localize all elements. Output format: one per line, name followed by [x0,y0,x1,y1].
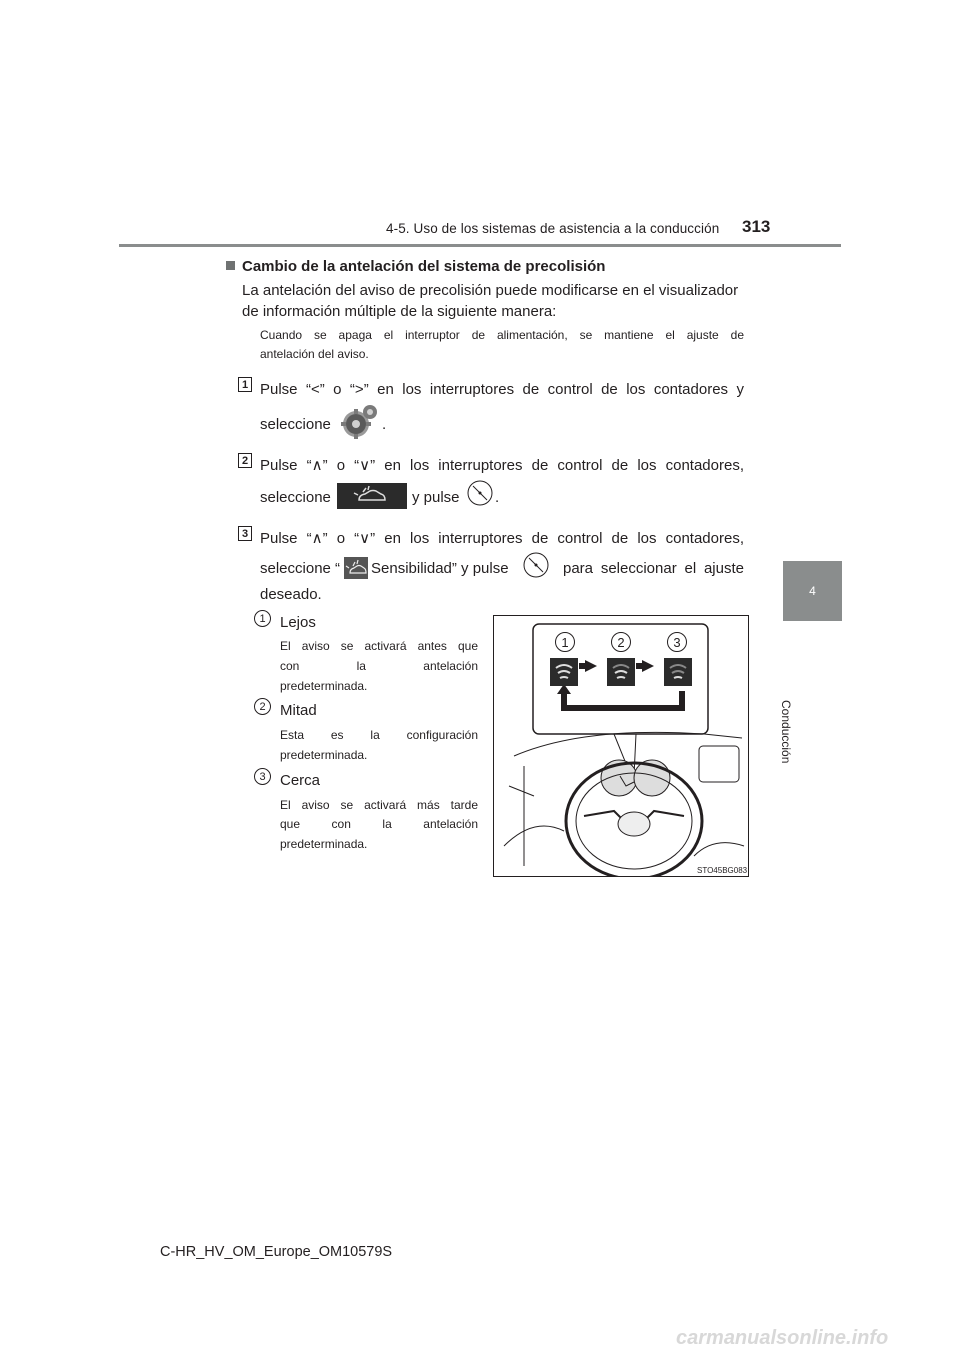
ok-button-icon [523,552,549,583]
watermark: carmanualsonline.info [676,1327,889,1349]
header-rule [119,244,841,247]
section-heading: Cambio de la antelación del sistema de precolisión [226,258,605,275]
settings-gears-icon [340,402,380,440]
step-1-line-1: Pulse “<” o “>” en los interruptores de control de los contadores y [260,381,744,398]
option-1-desc-line-2: con la antelación [280,659,478,673]
intro-line-1: La antelación del aviso de precolisión puede modificarse en el visualizador [242,282,739,299]
step-1-line-2: seleccione [260,416,331,433]
option-3-title: Cerca [280,772,321,789]
ok-button-icon [467,480,493,511]
footer-doc-id: C-HR_HV_OM_Europe_OM10579S [160,1244,393,1260]
option-2-desc-line-2: predeterminada. [280,748,368,762]
step-3-line-2-end: para seleccionar el ajuste [563,560,744,577]
step-number-box: 1 [238,377,252,392]
figure-callout-2: 2 [611,632,631,652]
step-2-period: . [495,489,500,506]
option-3-desc-line-2: que con la antelación [280,817,478,831]
step-number-box: 3 [238,526,252,541]
pcs-sensitivity-icon [344,557,368,579]
option-3-desc-line-3: predeterminada. [280,837,368,851]
figure-dashboard-illustration [493,615,749,877]
intro-line-2: de información múltiple de la siguiente manera: [242,303,557,320]
step-2-and-press: y pulse [412,489,460,506]
step-1-period: . [382,416,387,433]
option-3-desc-line-1: El aviso se activará más tarde [280,798,478,812]
step-3-sensitivity-text: Sensibilidad” y pulse [371,560,509,577]
step-number-box: 2 [238,453,252,468]
chapter-tab [783,561,842,621]
chapter-label: Conducción [779,700,793,764]
option-number-circle: 3 [254,768,271,785]
figure-code: STO45BG083 [697,866,748,875]
option-1-title: Lejos [280,614,316,631]
step-3-line-1: Pulse “∧” o “∨” en los interruptores de control de los contadores, [260,530,744,547]
pcs-menu-item-icon [337,483,407,509]
figure-callout-1: 1 [555,632,575,652]
sensitivity-screen-icon [550,658,578,686]
step-3-line-3: deseado. [260,586,322,603]
square-bullet-icon [226,261,235,270]
chapter-number: 4 [809,584,816,598]
note-line-2: antelación del aviso. [260,347,369,361]
step-2-line-2: seleccione [260,489,331,506]
step-3-line-2-start: seleccione “ [260,560,341,577]
figure-callout-3: 3 [667,632,687,652]
note-line-1: Cuando se apaga el interruptor de alimentación, se mantiene el ajuste de [260,328,744,342]
page-number: 313 [742,217,771,236]
option-1-desc-line-1: El aviso se activará antes que [280,639,478,653]
option-2-title: Mitad [280,702,317,719]
option-number-circle: 1 [254,610,271,627]
option-1-desc-line-3: predeterminada. [280,679,368,693]
option-number-circle: 2 [254,698,271,715]
header-section-title: 4-5. Uso de los sistemas de asistencia a la conducción [386,221,720,236]
option-2-desc-line-1: Esta es la configuración [280,728,478,742]
step-2-line-1: Pulse “∧” o “∨” en los interruptores de control de los contadores, [260,457,744,474]
